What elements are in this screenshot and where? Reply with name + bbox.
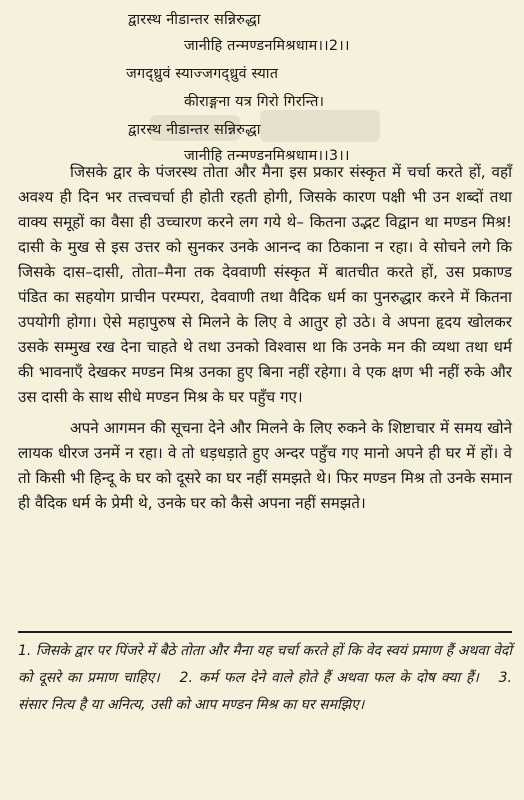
footnote: 3. संसार नित्य है या अनित्य, उसी को आप मण्डन मिश्र का घर समझिए। (18, 670, 512, 713)
body-text (18, 160, 512, 516)
paragraph: अपने आगमन की सूचना देने और मिलने के लिए रुकने के शिष्टाचार में समय खोने लायक धीरज उनमें न रहा। वे तो धड़धड़ाते हुए अन्दर पहुँच गए मानो अपने ही घर में हों। वे तो किसी भी हिन्दू के घर को दूसरे का घर नहीं समझते थे। फिर मण्डन मिश्र तो उनके समान ही वैदिक धर्म के प्रेमी थे, उनके घर को कैसे अपना नहीं समझते। (18, 419, 512, 512)
footnotes (18, 638, 512, 719)
verse-line: जानीहि तन्मण्डनमिश्रधाम।।2।। (184, 38, 350, 54)
footnote-divider (18, 631, 512, 633)
footnote: 1. जिसके द्वार पर पिंजरे में बैठे तोता और मैना यह चर्चा करते हों कि वेद स्वयं प्रमाण हैं अथवा वेदों को दूसरे का प्रमाण चाहिए। (18, 643, 512, 686)
paragraph: जिसके द्वार के पंजरस्थ तोता और मैना इस प्रकार संस्कृत में चर्चा करते हों, वहाँ अवश्य ही दिन भर तत्त्वचर्चा ही होती रहती होगी, जिसके कारण पक्षी भी उन शब्दों तथा वाक्य समूहों का वैसा ही उच्चारण करने लग गये थे– कितना उद्भट विद्वान था मण्डन मिश्र! दासी के मुख से इस उत्तर को सुनकर उनके आनन्द का ठिकाना न रहा। वे सोचने लगे कि जिसके दास–दासी, तोता–मैना तक देववाणी संस्कृत में बातचीत करते हों, उस प्रकाण्ड पंडित का सहयोग प्राचीन परम्परा, देववाणी तथा वैदिक धर्म का पुनरुद्धार करने में कितना उपयोगी होगा। ऐसे महापुरुष से मिलने के लिए वे आतुर हो उठे। वे अपना हृदय खोलकर उसके सम्मुख रख देना चाहते थे तथा उनको विश्वास था कि उनके मन की व्यथा तथा धर्म की भावनाएँ देखकर मण्डन मिश्र उनका हुए बिना नहीं रहेगा। वे एक क्षण भी नहीं रुके और उस दासी के साथ सीधे मण्डन मिश्र के घर पहुँच गए। (18, 163, 512, 406)
footnote: 2. कर्म फल देने वाले होते हैं अथवा फल के दोष क्या हैं। (179, 670, 493, 686)
verse-line: द्वारस्थ नीडान्तर सन्निरुद्धा (128, 12, 261, 28)
verse-line: जगद्ध्रुवं स्याज्जगद्ध्रुवं स्यात (126, 66, 279, 82)
verse-line: द्वारस्थ नीडान्तर सन्निरुद्धा (128, 122, 261, 138)
verse-line: जानीहि तन्मण्डनमिश्रधाम।।3।। (184, 148, 350, 164)
verse-line: कीराङ्गना यत्र गिरो गिरन्ति। (184, 94, 325, 110)
